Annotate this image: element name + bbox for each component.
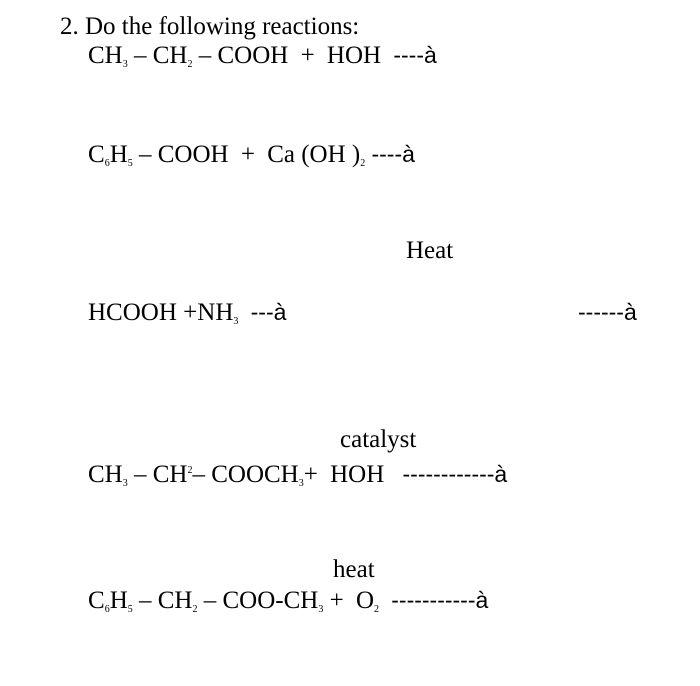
r4-cooch3: – COOCH [192, 461, 299, 488]
r5-coo-ch3-sub: 3 [318, 604, 324, 615]
r3-nh3-sub: 3 [233, 316, 239, 327]
r1-ch2-sub: 2 [187, 59, 193, 70]
r5-h: H [109, 587, 128, 614]
reaction-4 [88, 456, 507, 499]
r4-ch2-sup: 2 [187, 465, 193, 476]
r4-ch3-sub: 3 [122, 478, 128, 489]
reaction-2 [88, 139, 415, 179]
reaction-3 [88, 297, 286, 337]
r4-plus: + [303, 461, 318, 488]
r5-h-sub: 5 [127, 604, 133, 615]
r4-hoh: HOH [330, 461, 385, 488]
r5-ch2: – CH [139, 587, 193, 614]
reaction-5 [88, 585, 488, 625]
r1-ch3: CH [88, 42, 123, 69]
r1-ch2: – CH [133, 42, 188, 69]
r4-cooch3-sub: 3 [298, 478, 304, 489]
question-title: 2. Do the following reactions: [60, 13, 360, 40]
r4-condition: catalyst [340, 426, 417, 453]
r2-arrow: ----à [371, 141, 415, 167]
r2-c-sub: 6 [104, 158, 110, 169]
r4-arrow: ------------à [402, 461, 508, 487]
r5-ch2-sub: 2 [192, 604, 198, 615]
r5-o2: O [355, 587, 374, 614]
r5-condition: heat [333, 556, 375, 583]
r1-cooh: – COOH [198, 42, 289, 69]
r2-cooh: – COOH [139, 141, 229, 168]
r5-o2-sub: 2 [374, 604, 379, 615]
r2-c: C [88, 141, 105, 168]
r1-ch3-sub: 3 [122, 59, 128, 70]
r2-h: H [109, 141, 128, 168]
reaction-1 [88, 40, 437, 80]
r3-hcooh: HCOOH [88, 299, 177, 326]
r2-h-sub: 5 [127, 158, 133, 169]
r2-plus: + [240, 141, 255, 168]
r2-caoh-sub: 2 [360, 158, 366, 169]
r4-ch2: – CH [133, 461, 188, 488]
r3-arrow-2: ------à [578, 299, 637, 325]
r4-ch3: CH [88, 461, 123, 488]
r3-arrow: ---à [250, 299, 287, 325]
r1-hoh: HOH [326, 42, 382, 69]
r2-caoh: Ca (OH ) [267, 141, 361, 168]
r5-plus: + [329, 587, 344, 614]
r1-arrow: ----à [393, 42, 437, 68]
r5-c: C [88, 587, 105, 614]
r3-nh3: NH [197, 299, 234, 326]
r5-arrow: -----------à [391, 587, 489, 613]
r3-condition: Heat [406, 237, 454, 264]
r5-coo-ch3: – COO-CH [203, 587, 319, 614]
r1-plus: + [300, 42, 315, 69]
r3-plus: + [183, 299, 198, 326]
r5-c-sub: 6 [104, 604, 110, 615]
